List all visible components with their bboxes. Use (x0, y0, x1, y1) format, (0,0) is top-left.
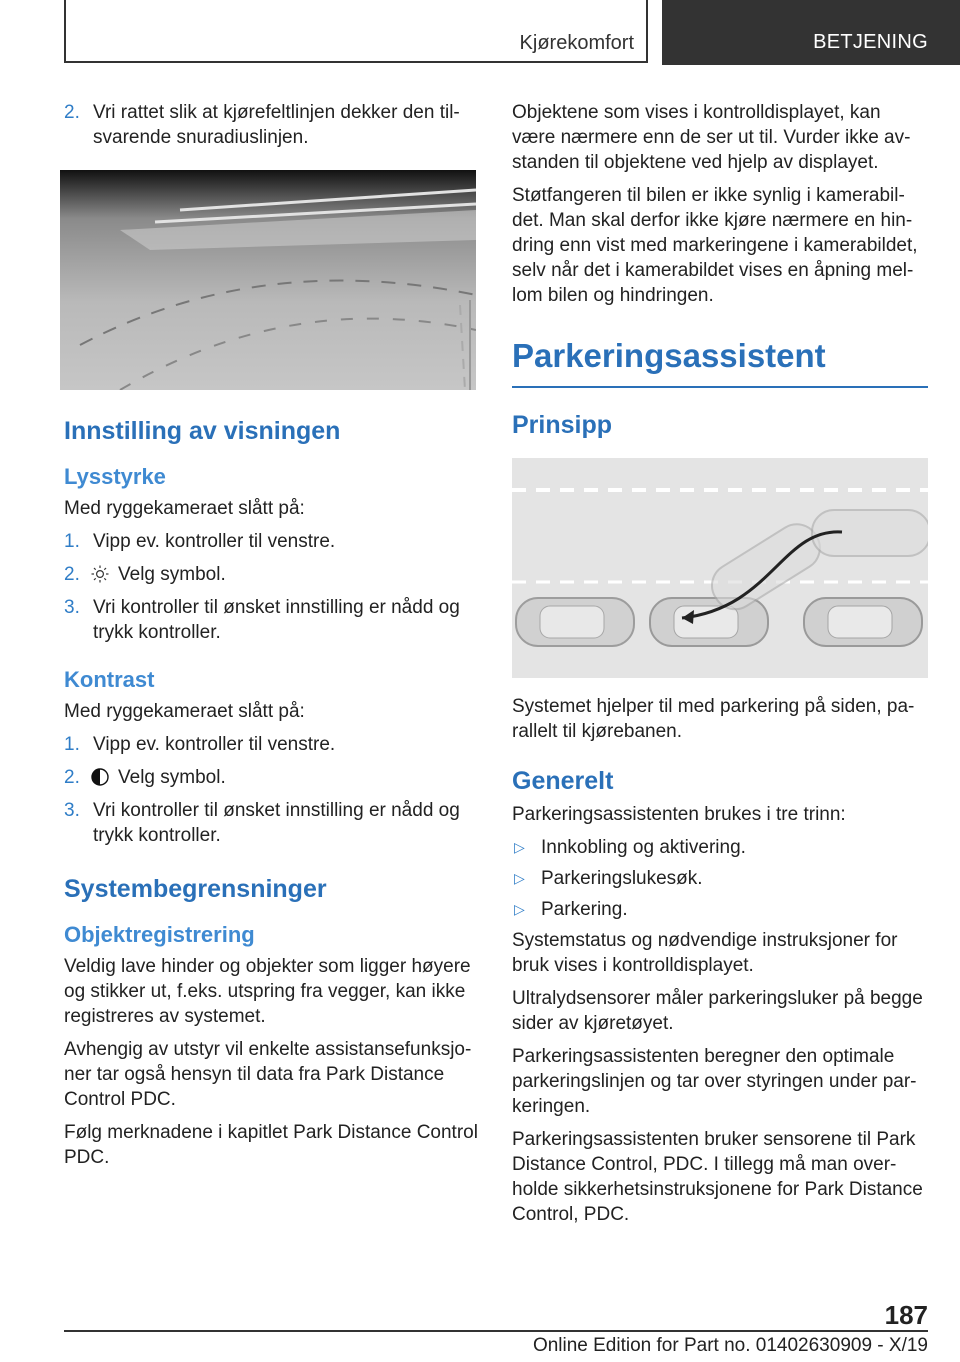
list-item-text: Innkobling og aktivering. (541, 837, 746, 858)
sun-icon (91, 565, 109, 583)
paragraph: Systemet hjelper til med parkering på siden, pa-rallelt til kjørebanen. (512, 696, 915, 742)
header-section-title: Kjørekomfort (519, 32, 634, 54)
step-number: 2. (64, 767, 80, 788)
list-item (512, 897, 928, 922)
list-item-text: Parkering. (541, 899, 628, 920)
kontrast-intro: Med ryggekameraet slått på: (64, 701, 305, 722)
rear-camera-image (60, 170, 476, 390)
half-circle-icon (91, 768, 109, 786)
step-text: Vri kontroller til ønsket innstilling er nådd og trykk kontroller. (93, 800, 460, 846)
paragraph: Avhengig av utstyr vil enkelte assistansefunksjo-ner tar også hensyn til data fra Park Distance Control PDC. (64, 1039, 472, 1110)
heading-lysstyrke: Lysstyrke (64, 464, 166, 489)
paragraph: Systemstatus og nødvendige instruksjoner for bruk vises i kontrolldisplayet. (512, 930, 898, 976)
parking-principle-image (512, 458, 928, 678)
paragraph: Parkeringsassistenten beregner den optimale parkeringslinjen og tar over styringen under par-keringen. (512, 1046, 917, 1117)
left-column (64, 100, 480, 1178)
heading-systembegrensninger: Systembegrensninger (64, 875, 327, 903)
heading-parkeringsassistent: Parkeringsassistent (512, 336, 928, 388)
heading-innstilling: Innstilling av visningen (64, 417, 341, 445)
step-number: 3. (64, 800, 80, 821)
heading-generelt: Generelt (512, 767, 614, 795)
lysstyrke-intro: Med ryggekameraet slått på: (64, 498, 305, 519)
lysstyrke-step (64, 595, 480, 645)
paragraph: Ultralydsensorer måler parkeringsluker på begge sider av kjøretøyet. (512, 988, 923, 1034)
paragraph: Støtfangeren til bilen er ikke synlig i kamerabil-det. Man skal derfor ikke kjøre nærmere en hin-dring enn vist med markeringene i kamerabildet, selv når det i kamerabildet vises en åpning mel-lom bilen og hindringen. (512, 185, 918, 306)
heading-objektregistrering: Objektregistrering (64, 922, 255, 947)
right-column (512, 100, 928, 1235)
parked-car-left (516, 598, 634, 646)
header-chapter-title: BETJENING (813, 31, 928, 53)
footer-divider (64, 1330, 928, 1332)
bullet-triangle-icon: ▷ (514, 839, 525, 855)
step-text: Velg symbol. (118, 564, 226, 585)
step-text: Vri rattet slik at kjørefeltlinjen dekker den til-svarende snuradiuslinjen. (93, 102, 460, 148)
list-item (512, 866, 928, 891)
step-number: 1. (64, 531, 80, 552)
bullet-triangle-icon: ▷ (514, 901, 525, 917)
header-chapter-box (662, 0, 960, 65)
step-text: Vipp ev. kontroller til venstre. (93, 531, 336, 552)
kontrast-step (64, 732, 480, 757)
step-text: Vipp ev. kontroller til venstre. (93, 734, 336, 755)
lysstyrke-step (64, 529, 480, 554)
paragraph: Følg merknadene i kapitlet Park Distance Control PDC. (64, 1122, 478, 1168)
lysstyrke-step (64, 562, 480, 587)
heading-prinsipp: Prinsipp (512, 411, 613, 439)
list-item-text: Parkeringslukesøk. (541, 868, 703, 889)
step-text: Velg symbol. (118, 767, 226, 788)
parked-car-right (804, 598, 922, 646)
kontrast-step (64, 798, 480, 848)
ego-car (650, 598, 768, 646)
paragraph: Veldig lave hinder og objekter som ligger høyere og stikker ut, f.eks. utspring fra vegger, kan ikke registreres av systemet. (64, 956, 471, 1027)
generelt-intro: Parkeringsassistenten brukes i tre trinn: (512, 804, 846, 825)
page-number: 187 (884, 1300, 928, 1330)
bullet-triangle-icon: ▷ (514, 870, 525, 886)
list-item (512, 835, 928, 860)
paragraph: Objektene som vises i kontrolldisplayet, kan være nærmere enn de ser ut til. Vurder ikke av-standen til objektene ved hjelp av displayet. (512, 102, 911, 173)
paragraph: Parkeringsassistenten bruker sensorene til Park Distance Control, PDC. I tillegg må man over-holde sikkerhetsinstruksjonene for Park Distance Control, PDC. (512, 1129, 923, 1225)
step-number: 3. (64, 597, 80, 618)
step-number: 1. (64, 734, 80, 755)
step-text: Vri kontroller til ønsket innstilling er nådd og trykk kontroller. (93, 597, 460, 643)
edition-note: Online Edition for Part no. 01402630909 - X/19 (532, 1335, 928, 1356)
heading-kontrast: Kontrast (64, 667, 155, 692)
header-section-box (64, 0, 648, 63)
kontrast-step (64, 765, 480, 790)
step-number: 2. (64, 564, 80, 585)
step-number: 2. (64, 102, 80, 123)
intro-step (64, 100, 480, 150)
